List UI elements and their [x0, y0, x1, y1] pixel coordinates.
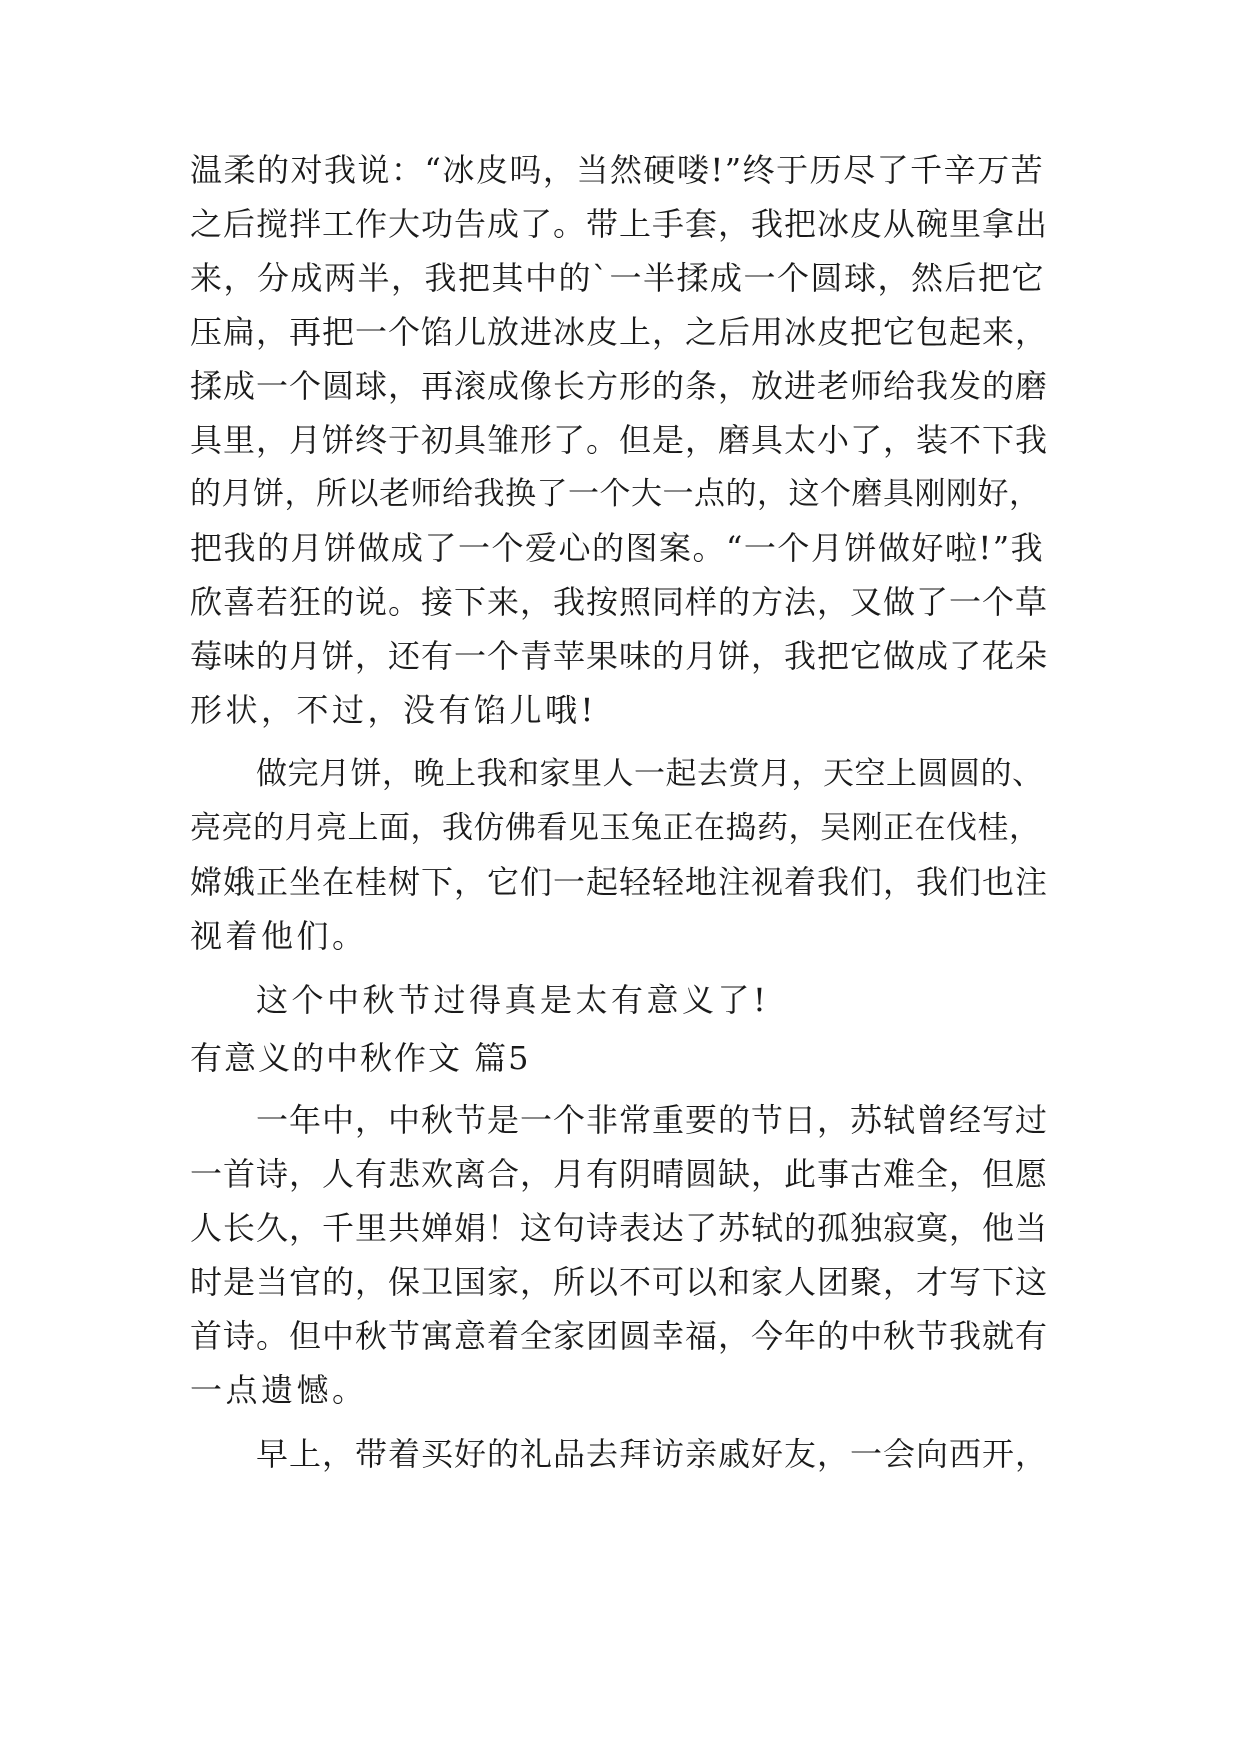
paragraph-line: 的月饼，所以老师给我换了一个大一点的，这个磨具刚刚好， — [190, 476, 1041, 512]
paragraph-line: 嫦娥正坐在桂树下，它们一起轻轻地注视着我们，我们也注 — [190, 863, 1049, 901]
paragraph-line: 来，分成两半，我把其中的`一半揉成一个圆球，然后把它 — [190, 259, 1046, 297]
paragraph-line: 莓味的月饼，还有一个青苹果味的月饼，我把它做成了花朵 — [190, 637, 1049, 675]
paragraph-line: 视着他们。 — [190, 917, 368, 955]
paragraph-line: 亮亮的月亮上面，我仿佛看见玉兔正在捣药，吴刚正在伐桂， — [190, 810, 1041, 846]
section-heading: 有意义的中秋作文 篇5 — [190, 1039, 531, 1077]
paragraph-line: 把我的月饼做成了一个爱心的图案。“一个月饼做好啦!”我 — [190, 529, 1045, 567]
paragraph-line: 之后搅拌工作大功告成了。带上手套，我把冰皮从碗里拿出 — [190, 205, 1049, 243]
paragraph-line: 温柔的对我说：“冰皮吗，当然硬喽!”终于历尽了千辛万苦 — [190, 151, 1045, 189]
paragraph-line: 一点遗憾。 — [190, 1371, 368, 1409]
paragraph-line: 具里，月饼终于初具雏形了。但是，磨具太小了，装不下我 — [190, 421, 1049, 459]
paragraph-line: 时是当官的，保卫国家，所以不可以和家人团聚，才写下这 — [190, 1263, 1049, 1301]
paragraph-line: 揉成一个圆球，再滚成像长方形的条，放进老师给我发的磨 — [190, 367, 1049, 405]
paragraph-line: 人长久，千里共婵娟！这句诗表达了苏轼的孤独寂寞，他当 — [190, 1209, 1049, 1247]
paragraph-line: 一首诗，人有悲欢离合，月有阴晴圆缺，此事古难全，但愿 — [190, 1155, 1049, 1193]
paragraph-line: 欣喜若狂的说。接下来，我按照同样的方法，又做了一个草 — [190, 583, 1049, 621]
paragraph-line: 首诗。但中秋节寓意着全家团圆幸福，今年的中秋节我就有 — [190, 1317, 1049, 1355]
paragraph-line: 压扁，再把一个馅儿放进冰皮上，之后用冰皮把它包起来， — [190, 313, 1049, 351]
paragraph-line: 形状，不过，没有馅儿哦! — [190, 691, 597, 729]
paragraph-line: 一年中，中秋节是一个非常重要的节日，苏轼曾经写过 — [256, 1101, 1049, 1139]
paragraph-line: 早上，带着买好的礼品去拜访亲戚好友，一会向西开， — [256, 1435, 1049, 1473]
paragraph-line: 做完月饼，晚上我和家里人一起去赏月，天空上圆圆的、 — [256, 756, 1044, 792]
paragraph-line: 这个中秋节过得真是太有意义了! — [256, 981, 770, 1019]
